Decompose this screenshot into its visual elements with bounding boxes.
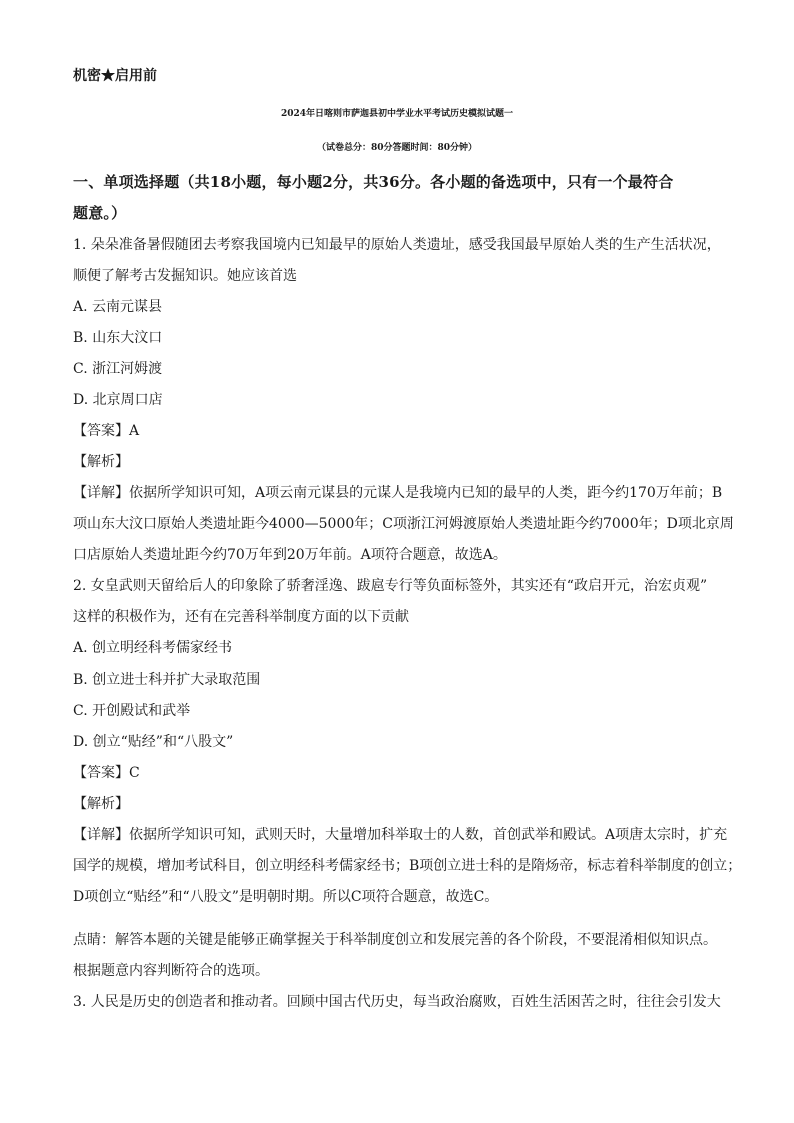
section-heading-line2: 题意。） — [73, 204, 127, 222]
q2-option-c: C. 开创殿试和武举 — [73, 703, 191, 719]
confidential-label: 机密★启用前 — [73, 68, 157, 84]
q1-answer: 【答案】A — [73, 423, 140, 439]
q2-detail-line1: 【详解】依据所学知识可知，武则天时，大量增加科举取士的人数，首创武举和殿试。A项唐太宗时，扩充 — [73, 827, 728, 843]
q1-option-d: D. 北京周口店 — [73, 392, 163, 408]
q1-detail-line3: 口店原始人类遗址距今约70万年到20万年前。A项符合题意，故选A。 — [73, 547, 507, 563]
q2-option-d: D. 创立“贴经”和“八股文” — [73, 734, 234, 750]
q2-option-b: B. 创立进士科并扩大录取范围 — [73, 672, 261, 688]
q1-stem-line2: 顺便了解考古发掘知识。她应该首选 — [73, 268, 297, 284]
q3-stem-line1: 3. 人民是历史的创造者和推动者。回顾中国古代历史，每当政治腐败，百姓生活困苦之时，往往会引发大 — [73, 994, 721, 1010]
q2-answer: 【答案】C — [73, 765, 140, 781]
q1-option-a: A. 云南元谋县 — [73, 299, 163, 315]
q2-tip-line2: 根据题意内容判断符合的选项。 — [73, 963, 269, 979]
q2-detail-line2: 国学的规模，增加考试科目，创立明经科考儒家经书；B项创立进士科的是隋炀帝，标志着科举制度的创立； — [73, 858, 742, 874]
q2-stem-line2: 这样的积极作为，还有在完善科举制度方面的以下贡献 — [73, 609, 409, 625]
exam-info: （试卷总分：80分答题时间：80分钟） — [316, 143, 478, 153]
page-title: 2024年日喀则市萨迦县初中学业水平考试历史模拟试题一 — [280, 109, 514, 119]
q2-tip-line1: 点睛：解答本题的关键是能够正确掌握关于科举制度创立和发展完善的各个阶段，不要混淆相似知识点。 — [73, 932, 717, 948]
q1-option-b: B. 山东大汶口 — [73, 330, 163, 346]
q2-stem-line1: 2. 女皇武则天留给后人的印象除了骄奢淫逸、跋扈专行等负面标签外，其实还有“政启开元，治宏贞观” — [73, 578, 708, 594]
q2-option-a: A. 创立明经科考儒家经书 — [73, 640, 233, 656]
q1-stem-line1: 1. 朵朵准备暑假随团去考察我国境内已知最早的原始人类遗址，感受我国最早原始人类的生产生活状况， — [73, 237, 721, 253]
q1-detail-line2: 项山东大汶口原始人类遗址距今4000—5000年；C项浙江河姆渡原始人类遗址距今约7000年；D项北京周 — [73, 516, 734, 532]
section-heading-line1: 一、单项选择题（共18小题，每小题2分，共36分。各小题的备选项中，只有一个最符合 — [73, 173, 674, 191]
q1-detail-line1: 【详解】依据所学知识可知，A项云南元谋县的元谋人是我境内已知的最早的人类，距今约170万年前；B — [73, 485, 723, 501]
q1-analysis-label: 【解析】 — [73, 454, 129, 470]
q2-analysis-label: 【解析】 — [73, 796, 129, 812]
q2-detail-line3: D项创立“贴经”和“八股文”是明朝时期。所以C项符合题意，故选C。 — [73, 889, 499, 905]
q1-option-c: C. 浙江河姆渡 — [73, 361, 163, 377]
